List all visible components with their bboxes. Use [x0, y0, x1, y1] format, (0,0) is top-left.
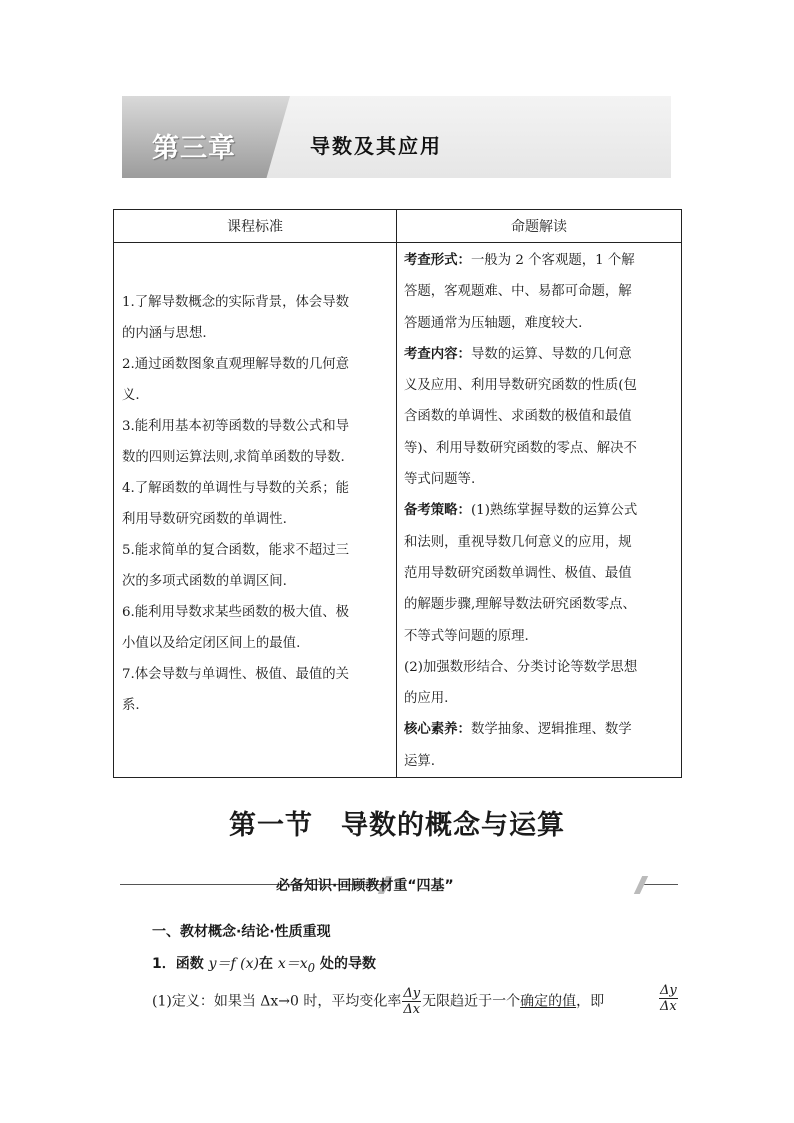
curriculum-table — [113, 209, 682, 778]
content-line: 等式问题等. — [404, 472, 476, 488]
fraction-numerator: Δy — [660, 983, 677, 998]
exam-interpretation-text — [404, 245, 674, 777]
content-line: 含函数的单调性、求函数的极值和最值 — [404, 409, 632, 425]
strategy-line: 不等式等问题的原理. — [404, 628, 529, 644]
heading2-point: x＝x — [277, 956, 308, 972]
content-text: 导数的运算、导数的几何意 — [470, 346, 632, 362]
chapter-title: 导数及其应用 — [310, 134, 442, 158]
heading2-prefix: 1．函数 — [152, 956, 209, 972]
strategy-label: 备考策略： — [404, 503, 471, 519]
literacy-line — [404, 714, 674, 745]
curriculum-standard-cell — [114, 243, 397, 778]
curriculum-standard-line: 义. — [122, 388, 140, 403]
form-line: 答题通常为压轴题，难度较大. — [404, 315, 583, 331]
strategy-line: 的应用. — [404, 691, 449, 707]
curriculum-standard-line: 2.通过函数图象直观理解导数的几何意 — [122, 357, 350, 372]
content-line: 等)、利用导数研究函数的零点、解决不 — [404, 440, 637, 456]
strategy-line: 的解题步骤,理解导数法研究函数零点、 — [404, 597, 636, 613]
header-exam-interpretation: 命题解读 — [397, 210, 682, 243]
heading2-subscript: 0 — [307, 960, 316, 975]
curriculum-standard-line: 次的多项式函数的单调区间. — [122, 574, 287, 589]
form-line — [404, 245, 674, 276]
definition-middle: 无限趋近于一个 — [422, 993, 521, 1010]
section-title: 第一节 导数的概念与运算 — [229, 810, 565, 841]
header-curriculum-standard: 课程标准 — [114, 210, 397, 243]
curriculum-standard-line: 小值以及给定闭区间上的最值. — [122, 636, 301, 651]
content-line — [404, 339, 674, 370]
limit-fraction — [659, 983, 678, 1014]
form-line: 答题，客观题难、中、易都可命题，解 — [404, 284, 632, 300]
strategy-text: (1)熟练掌握导数的运算公式 — [470, 503, 638, 519]
literacy-line: 运算. — [404, 753, 436, 769]
literacy-label: 核心素养： — [404, 722, 471, 738]
strategy-line: (2)加强数形结合、分类讨论等数学思想 — [404, 659, 638, 675]
strategy-line: 和法则，重视导数几何意义的应用，规 — [404, 534, 632, 550]
curriculum-standard-line: 1.了解导数概念的实际背景，体会导数 — [122, 295, 350, 310]
curriculum-standard-line: 4.了解函数的单调性与导数的关系；能 — [122, 481, 350, 496]
curriculum-standard-line: 5.能求简单的复合函数，能求不超过三 — [122, 543, 350, 558]
chapter-number: 第三章 — [152, 133, 236, 164]
strategy-line — [404, 495, 674, 526]
strategy-line: 范用导数研究函数单调性、极值、最值 — [404, 565, 632, 581]
content-label: 考查内容： — [404, 346, 471, 362]
curriculum-standard-line: 利用导数研究函数的单调性. — [122, 512, 287, 527]
avg-rate-fraction — [402, 986, 421, 1017]
fraction-denominator: Δx — [403, 1002, 421, 1017]
form-label: 考查形式： — [404, 253, 471, 268]
heading-concepts: 一、教材概念·结论·性质重现 — [152, 924, 331, 940]
definition-suffix: ，即 — [576, 993, 605, 1010]
curriculum-standard-line: 6.能利用导数求某些函数的极大值、极 — [122, 605, 350, 620]
content-line: 义及应用、利用导数研究函数的性质(包 — [404, 378, 637, 394]
curriculum-standard-text — [122, 287, 388, 721]
fraction-denominator: Δx — [660, 999, 677, 1014]
chapter-banner — [122, 96, 671, 178]
form-text: 一般为 2 个客观题，1 个解 — [470, 253, 635, 268]
curriculum-standard-line: 3.能利用基本初等函数的导数公式和导 — [122, 419, 350, 434]
fraction-numerator: Δy — [403, 986, 421, 1001]
definition-line — [152, 986, 682, 1017]
heading-derivative-at-point — [152, 953, 376, 975]
definition-underlined: 确定的值 — [520, 993, 577, 1010]
curriculum-standard-line: 系. — [122, 698, 140, 713]
curriculum-standard-line: 数的四则运算法则,求简单函数的导数. — [122, 450, 345, 465]
heading2-suffix: 处的导数 — [315, 956, 376, 972]
literacy-text: 数学抽象、逻辑推理、数学 — [470, 722, 632, 738]
heading2-mid: 在 — [259, 956, 278, 972]
curriculum-standard-line: 7.体会导数与单调性、极值、最值的关 — [122, 667, 350, 682]
curriculum-standard-line: 的内涵与思想. — [122, 326, 207, 341]
definition-prefix: (1)定义：如果当 Δx→0 时，平均变化率 — [152, 993, 402, 1010]
heading2-function: y＝f (x) — [208, 956, 259, 972]
exam-interpretation-cell — [397, 243, 682, 778]
divider-label: 必备知识·回顾教材重“四基” — [276, 878, 454, 894]
